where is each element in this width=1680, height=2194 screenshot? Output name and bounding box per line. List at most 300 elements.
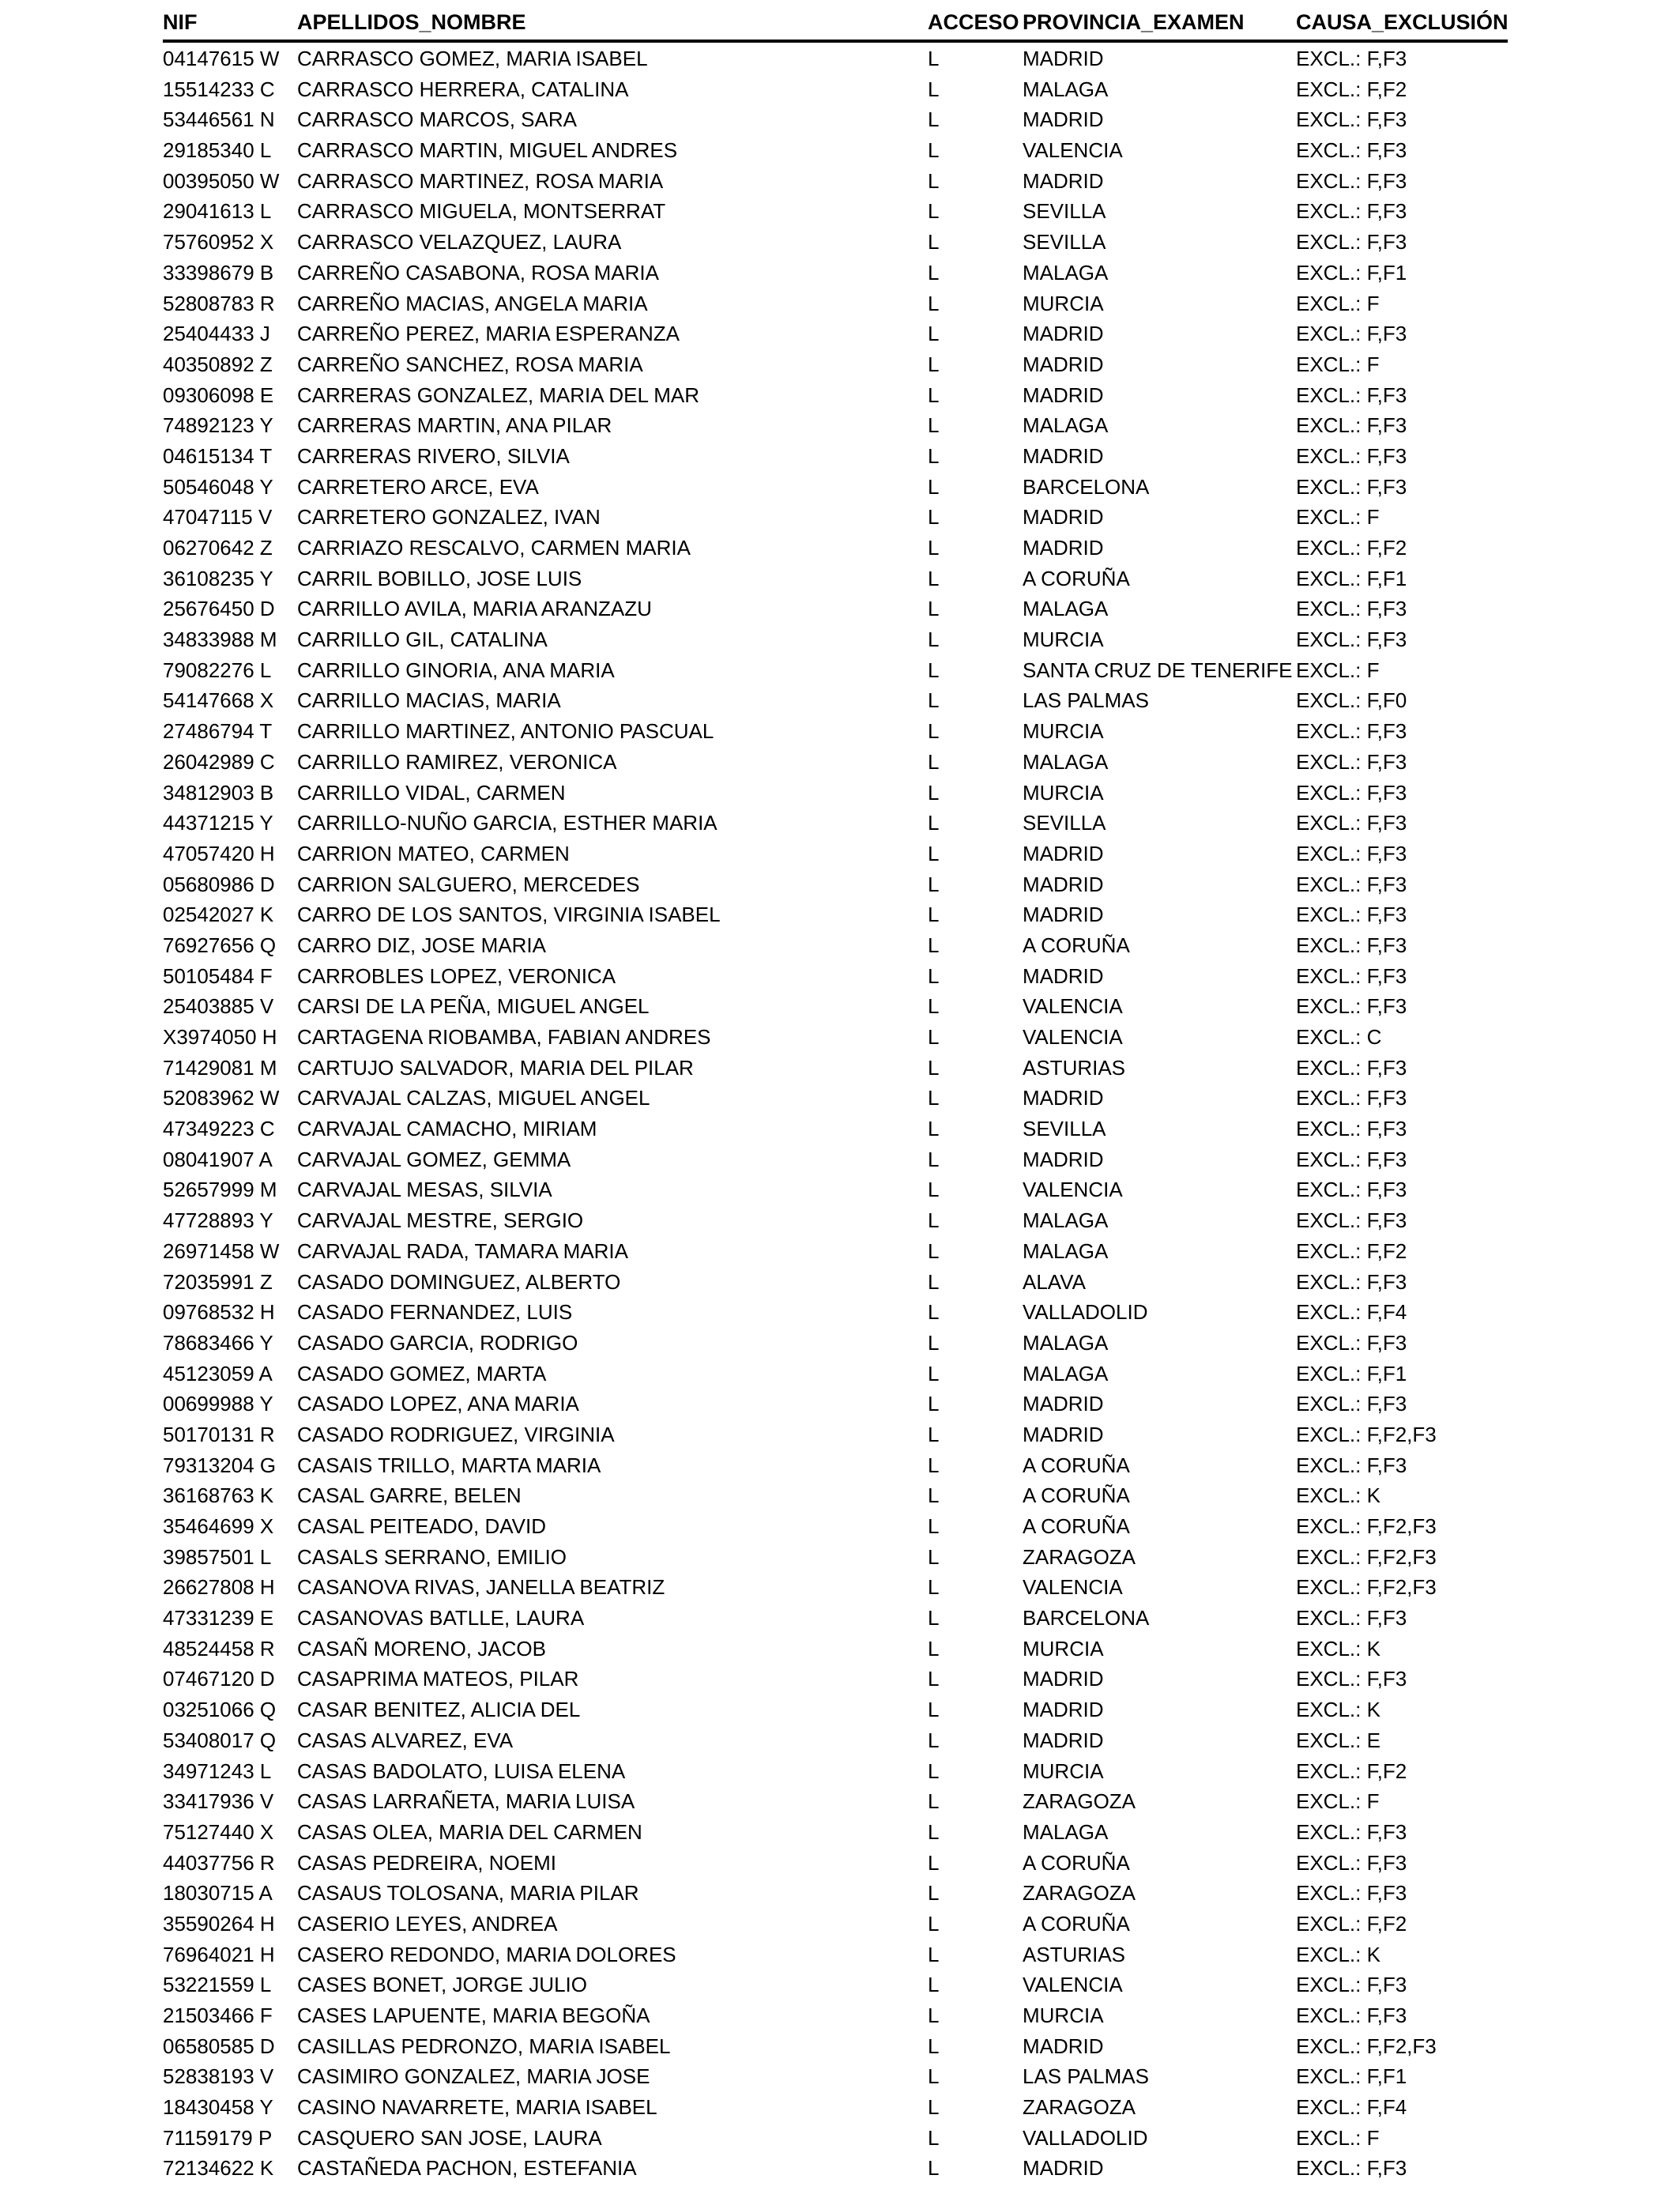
- row-provincia-examen: VALENCIA: [1023, 138, 1123, 163]
- row-acceso: L: [928, 2034, 940, 2058]
- table-row: [163, 319, 1508, 349]
- row-nif: X3974050 H: [163, 1025, 277, 1049]
- row-nif: 52808783 R: [163, 291, 275, 315]
- row-apellidos-nombre: CASERIO LEYES, ANDREA: [297, 1911, 558, 1936]
- row-causa-exclusion: EXCL.: F,F3: [1296, 933, 1407, 957]
- row-nif: 34833988 M: [163, 628, 277, 652]
- row-acceso: L: [928, 1086, 940, 1110]
- row-nif: 35464699 X: [163, 1514, 274, 1538]
- row-causa-exclusion: EXCL.: F,F1: [1296, 1361, 1407, 1385]
- row-causa-exclusion: EXCL.: F,F3: [1296, 1330, 1407, 1355]
- row-causa-exclusion: EXCL.: F,F3: [1296, 47, 1407, 70]
- table-row: [163, 502, 1508, 533]
- row-acceso: L: [928, 1178, 940, 1202]
- row-acceso: L: [928, 138, 940, 163]
- row-acceso: L: [928, 2095, 940, 2120]
- table-row: [163, 2092, 1508, 2123]
- row-provincia-examen: MADRID: [1023, 107, 1104, 132]
- row-acceso: L: [928, 1850, 940, 1875]
- row-causa-exclusion: EXCL.: F,F4: [1296, 1300, 1407, 1325]
- row-provincia-examen: MADRID: [1023, 322, 1104, 346]
- row-provincia-examen: MADRID: [1023, 383, 1104, 407]
- table-row: [163, 1480, 1508, 1511]
- row-provincia-examen: ZARAGOZA: [1023, 2095, 1136, 2120]
- row-apellidos-nombre: CASANOVA RIVAS, JANELLA BEATRIZ: [297, 1575, 665, 1600]
- row-provincia-examen: SEVILLA: [1023, 811, 1106, 835]
- row-acceso: L: [928, 1881, 940, 1906]
- row-acceso: L: [928, 291, 940, 315]
- row-causa-exclusion: EXCL.: K: [1296, 1483, 1381, 1508]
- row-causa-exclusion: EXCL.: F,F3: [1296, 1178, 1407, 1202]
- row-acceso: L: [928, 322, 940, 346]
- row-causa-exclusion: EXCL.: F,F3: [1296, 903, 1407, 927]
- row-nif: 09306098 E: [163, 383, 274, 407]
- row-apellidos-nombre: CARRILLO GINORIA, ANA MARIA: [297, 658, 615, 682]
- row-acceso: L: [928, 749, 940, 774]
- table-row: [163, 2000, 1508, 2031]
- row-causa-exclusion: EXCL.: F,F1: [1296, 2064, 1407, 2089]
- table-row: [163, 1542, 1508, 1573]
- row-causa-exclusion: EXCL.: F,F3: [1296, 2156, 1407, 2181]
- row-acceso: L: [928, 719, 940, 744]
- row-nif: 04147615 W: [163, 47, 280, 70]
- header-provincia-examen: PROVINCIA_EXAMEN: [1023, 10, 1245, 34]
- row-nif: 52657999 M: [163, 1178, 277, 1202]
- row-acceso: L: [928, 2125, 940, 2150]
- row-provincia-examen: MADRID: [1023, 1147, 1104, 1171]
- row-nif: 27486794 T: [163, 719, 273, 744]
- table-row: [163, 1786, 1508, 1817]
- row-provincia-examen: SEVILLA: [1023, 230, 1106, 254]
- row-nif: 53221559 L: [163, 1973, 272, 1997]
- table-row: [163, 1511, 1508, 1542]
- row-provincia-examen: MADRID: [1023, 352, 1104, 376]
- row-causa-exclusion: EXCL.: F,F3: [1296, 383, 1407, 407]
- row-apellidos-nombre: CARVAJAL RADA, TAMARA MARIA: [297, 1238, 628, 1263]
- row-apellidos-nombre: CASERO REDONDO, MARIA DOLORES: [297, 1942, 676, 1966]
- row-nif: 71429081 M: [163, 1055, 277, 1080]
- row-provincia-examen: A CORUÑA: [1023, 566, 1130, 590]
- row-apellidos-nombre: CARRILLO RAMIREZ, VERONICA: [297, 749, 617, 774]
- row-acceso: L: [928, 443, 940, 468]
- row-acceso: L: [928, 1942, 940, 1966]
- row-causa-exclusion: EXCL.: F,F3: [1296, 811, 1407, 835]
- row-acceso: L: [928, 1544, 940, 1569]
- table-row: [163, 2061, 1508, 2092]
- row-provincia-examen: ZARAGOZA: [1023, 1789, 1136, 1814]
- row-apellidos-nombre: CARRETERO ARCE, EVA: [297, 474, 539, 499]
- row-apellidos-nombre: CARRION SALGUERO, MERCEDES: [297, 872, 640, 896]
- row-apellidos-nombre: CARRILLO AVILA, MARIA ARANZAZU: [297, 597, 652, 621]
- table-row: [163, 441, 1508, 472]
- row-apellidos-nombre: CARRASCO GOMEZ, MARIA ISABEL: [297, 47, 648, 70]
- row-causa-exclusion: EXCL.: K: [1296, 1698, 1381, 1722]
- table-row: [163, 1572, 1508, 1603]
- row-nif: 44037756 R: [163, 1850, 275, 1875]
- row-nif: 79313204 G: [163, 1453, 277, 1477]
- row-nif: 74892123 Y: [163, 413, 273, 438]
- row-apellidos-nombre: CARREÑO PEREZ, MARIA ESPERANZA: [297, 322, 680, 346]
- row-provincia-examen: MADRID: [1023, 841, 1104, 865]
- row-causa-exclusion: EXCL.: F,F3: [1296, 230, 1407, 254]
- row-acceso: L: [928, 77, 940, 101]
- row-nif: 47047115 V: [163, 505, 273, 530]
- row-provincia-examen: MALAGA: [1023, 597, 1109, 621]
- row-acceso: L: [928, 1667, 940, 1691]
- table-row: [163, 288, 1508, 319]
- row-acceso: L: [928, 1789, 940, 1814]
- table-row: [163, 716, 1508, 747]
- row-apellidos-nombre: CASADO GARCIA, RODRIGO: [297, 1330, 578, 1355]
- row-apellidos-nombre: CARRASCO HERRERA, CATALINA: [297, 77, 629, 101]
- row-acceso: L: [928, 1300, 940, 1325]
- row-causa-exclusion: EXCL.: F: [1296, 658, 1380, 682]
- row-causa-exclusion: EXCL.: F,F3: [1296, 2004, 1407, 2027]
- row-apellidos-nombre: CASADO FERNANDEZ, LUIS: [297, 1300, 573, 1325]
- row-causa-exclusion: EXCL.: F,F3: [1296, 474, 1407, 499]
- row-nif: 40350892 Z: [163, 352, 273, 376]
- row-acceso: L: [928, 1819, 940, 1844]
- row-nif: 03251066 Q: [163, 1698, 277, 1722]
- row-acceso: L: [928, 1238, 940, 1263]
- row-nif: 36108235 Y: [163, 566, 273, 590]
- row-apellidos-nombre: CASADO DOMINGUEZ, ALBERTO: [297, 1269, 621, 1294]
- row-causa-exclusion: EXCL.: F,F3: [1296, 322, 1407, 346]
- row-apellidos-nombre: CASADO LOPEZ, ANA MARIA: [297, 1392, 579, 1416]
- table-row: [163, 2123, 1508, 2154]
- row-apellidos-nombre: CASAS OLEA, MARIA DEL CARMEN: [297, 1819, 642, 1844]
- row-acceso: L: [928, 1728, 940, 1752]
- row-provincia-examen: MADRID: [1023, 536, 1104, 560]
- row-apellidos-nombre: CASAR BENITEZ, ALICIA DEL: [297, 1698, 581, 1722]
- row-nif: 76964021 H: [163, 1942, 275, 1966]
- table-row: [163, 196, 1508, 227]
- row-nif: 26042989 C: [163, 749, 275, 774]
- table-row: [163, 1817, 1508, 1848]
- row-causa-exclusion: EXCL.: F: [1296, 505, 1380, 530]
- row-apellidos-nombre: CARTUJO SALVADOR, MARIA DEL PILAR: [297, 1055, 694, 1080]
- row-acceso: L: [928, 1911, 940, 1936]
- row-causa-exclusion: EXCL.: E: [1296, 1728, 1381, 1752]
- row-causa-exclusion: EXCL.: F,F2: [1296, 536, 1407, 560]
- row-provincia-examen: MADRID: [1023, 2156, 1104, 2181]
- row-nif: 08041907 A: [163, 1147, 273, 1171]
- row-provincia-examen: MALAGA: [1023, 260, 1109, 285]
- row-acceso: L: [928, 628, 940, 652]
- table-row: [163, 1848, 1508, 1879]
- row-nif: 07467120 D: [163, 1667, 275, 1691]
- row-acceso: L: [928, 872, 940, 896]
- row-nif: 50170131 R: [163, 1422, 275, 1446]
- row-apellidos-nombre: CASQUERO SAN JOSE, LAURA: [297, 2125, 602, 2150]
- row-apellidos-nombre: CARSI DE LA PEÑA, MIGUEL ANGEL: [297, 994, 650, 1019]
- table-row: [163, 1756, 1508, 1787]
- row-causa-exclusion: EXCL.: F,F3: [1296, 628, 1407, 652]
- row-causa-exclusion: EXCL.: F,F3: [1296, 1850, 1407, 1875]
- row-nif: 35590264 H: [163, 1911, 275, 1936]
- row-causa-exclusion: EXCL.: F,F3: [1296, 443, 1407, 468]
- row-nif: 02542027 K: [163, 903, 274, 927]
- table-row: [163, 747, 1508, 778]
- row-acceso: L: [928, 1973, 940, 1997]
- row-apellidos-nombre: CARTAGENA RIOBAMBA, FABIAN ANDRES: [297, 1025, 711, 1049]
- row-apellidos-nombre: CARRIAZO RESCALVO, CARMEN MARIA: [297, 536, 691, 560]
- row-provincia-examen: MURCIA: [1023, 1759, 1104, 1783]
- table-row: [163, 1022, 1508, 1053]
- row-nif: 26627808 H: [163, 1575, 275, 1600]
- row-apellidos-nombre: CARVAJAL GOMEZ, GEMMA: [297, 1147, 571, 1171]
- row-apellidos-nombre: CARREÑO MACIAS, ANGELA MARIA: [297, 291, 648, 315]
- row-apellidos-nombre: CASAIS TRILLO, MARTA MARIA: [297, 1453, 601, 1477]
- row-acceso: L: [928, 168, 940, 193]
- row-provincia-examen: ASTURIAS: [1023, 1055, 1126, 1080]
- table-row: [163, 839, 1508, 869]
- row-apellidos-nombre: CASTAÑEDA PACHON, ESTEFANIA: [297, 2156, 637, 2181]
- row-provincia-examen: VALLADOLID: [1023, 1300, 1148, 1325]
- row-acceso: L: [928, 230, 940, 254]
- row-acceso: L: [928, 2064, 940, 2089]
- header-acceso: ACCESO: [928, 10, 1019, 34]
- table-row: [163, 410, 1508, 441]
- table-row: [163, 1328, 1508, 1359]
- row-nif: 47057420 H: [163, 841, 275, 865]
- row-acceso: L: [928, 2156, 940, 2181]
- row-causa-exclusion: EXCL.: F,F1: [1296, 260, 1407, 285]
- row-apellidos-nombre: CARRILLO GIL, CATALINA: [297, 628, 548, 652]
- row-nif: 33417936 V: [163, 1789, 274, 1814]
- row-provincia-examen: VALENCIA: [1023, 1178, 1123, 1202]
- table-row: [163, 258, 1508, 288]
- table-row: [163, 1205, 1508, 1236]
- row-causa-exclusion: EXCL.: F,F3: [1296, 719, 1407, 744]
- table-row: [163, 899, 1508, 930]
- row-causa-exclusion: EXCL.: F,F3: [1296, 1269, 1407, 1294]
- row-nif: 18430458 Y: [163, 2095, 273, 2120]
- row-apellidos-nombre: CARVAJAL MESTRE, SERGIO: [297, 1208, 584, 1233]
- table-row: [163, 1970, 1508, 2000]
- table-row: [163, 624, 1508, 655]
- table-row: [163, 1389, 1508, 1419]
- row-acceso: L: [928, 47, 940, 70]
- row-causa-exclusion: EXCL.: F,F3: [1296, 1881, 1407, 1906]
- row-causa-exclusion: EXCL.: F,F3: [1296, 1208, 1407, 1233]
- row-acceso: L: [928, 474, 940, 499]
- row-apellidos-nombre: CARRERAS RIVERO, SILVIA: [297, 443, 570, 468]
- row-nif: 05680986 D: [163, 872, 275, 896]
- row-nif: 72035991 Z: [163, 1269, 273, 1294]
- row-provincia-examen: BARCELONA: [1023, 1606, 1150, 1630]
- row-acceso: L: [928, 994, 940, 1019]
- row-causa-exclusion: EXCL.: F,F3: [1296, 749, 1407, 774]
- row-acceso: L: [928, 199, 940, 224]
- row-provincia-examen: SEVILLA: [1023, 1117, 1106, 1141]
- row-nif: 26971458 W: [163, 1238, 280, 1263]
- row-apellidos-nombre: CASAS PEDREIRA, NOEMI: [297, 1850, 556, 1875]
- row-provincia-examen: MALAGA: [1023, 413, 1109, 438]
- row-causa-exclusion: EXCL.: F,F3: [1296, 597, 1407, 621]
- row-provincia-examen: A CORUÑA: [1023, 1453, 1130, 1477]
- table-row: [163, 104, 1508, 135]
- row-causa-exclusion: EXCL.: K: [1296, 1942, 1381, 1966]
- row-provincia-examen: MADRID: [1023, 168, 1104, 193]
- row-causa-exclusion: EXCL.: F,F3: [1296, 1086, 1407, 1110]
- row-apellidos-nombre: CASAL GARRE, BELEN: [297, 1483, 522, 1508]
- row-provincia-examen: BARCELONA: [1023, 474, 1150, 499]
- row-nif: 79082276 L: [163, 658, 272, 682]
- table-row: [163, 227, 1508, 258]
- row-provincia-examen: MADRID: [1023, 443, 1104, 468]
- row-acceso: L: [928, 1514, 940, 1538]
- row-causa-exclusion: EXCL.: F,F3: [1296, 1819, 1407, 1844]
- row-provincia-examen: MADRID: [1023, 1728, 1104, 1752]
- header-divider: [163, 40, 1508, 43]
- header-causa-exclusion: CAUSA_EXCLUSIÓN: [1296, 10, 1509, 34]
- row-provincia-examen: MALAGA: [1023, 1361, 1109, 1385]
- table-row: [163, 930, 1508, 961]
- row-nif: 33398679 B: [163, 260, 274, 285]
- row-causa-exclusion: EXCL.: F,F2: [1296, 77, 1407, 101]
- row-nif: 53446561 N: [163, 107, 275, 132]
- row-provincia-examen: MURCIA: [1023, 1636, 1104, 1661]
- row-provincia-examen: MALAGA: [1023, 1208, 1109, 1233]
- row-nif: 21503466 F: [163, 2004, 273, 2027]
- row-apellidos-nombre: CARRERAS GONZALEZ, MARIA DEL MAR: [297, 383, 700, 407]
- table-row: [163, 1236, 1508, 1267]
- table-row: [163, 991, 1508, 1022]
- row-provincia-examen: MADRID: [1023, 872, 1104, 896]
- row-apellidos-nombre: CASILLAS PEDRONZO, MARIA ISABEL: [297, 2034, 671, 2058]
- row-apellidos-nombre: CARVAJAL MESAS, SILVIA: [297, 1178, 552, 1202]
- table-header: [163, 6, 1508, 38]
- row-nif: 54147668 X: [163, 688, 274, 713]
- table-row: [163, 1450, 1508, 1481]
- row-provincia-examen: MALAGA: [1023, 749, 1109, 774]
- table-row: [163, 1174, 1508, 1205]
- row-provincia-examen: MADRID: [1023, 903, 1104, 927]
- row-acceso: L: [928, 841, 940, 865]
- row-nif: 36168763 K: [163, 1483, 274, 1508]
- row-provincia-examen: A CORUÑA: [1023, 1514, 1130, 1538]
- table-row: [163, 1878, 1508, 1909]
- row-acceso: L: [928, 1575, 940, 1600]
- row-provincia-examen: MADRID: [1023, 2034, 1104, 2058]
- row-apellidos-nombre: CASIMIRO GONZALEZ, MARIA JOSE: [297, 2064, 650, 2089]
- row-causa-exclusion: EXCL.: F,F3: [1296, 1392, 1407, 1416]
- row-nif: 47728893 Y: [163, 1208, 273, 1233]
- row-apellidos-nombre: CARRILLO-NUÑO GARCIA, ESTHER MARIA: [297, 811, 718, 835]
- row-causa-exclusion: EXCL.: F,F2: [1296, 1759, 1407, 1783]
- table-row: [163, 349, 1508, 380]
- table-row: [163, 1940, 1508, 1970]
- row-causa-exclusion: EXCL.: F,F4: [1296, 2095, 1407, 2120]
- table-row: [163, 655, 1508, 686]
- row-nif: 04615134 T: [163, 443, 273, 468]
- table-row: [163, 1419, 1508, 1450]
- row-nif: 52838193 V: [163, 2064, 274, 2089]
- row-causa-exclusion: EXCL.: F,F2,F3: [1296, 1514, 1437, 1538]
- row-nif: 25676450 D: [163, 597, 275, 621]
- row-nif: 34971243 L: [163, 1759, 272, 1783]
- row-apellidos-nombre: CARRILLO MARTINEZ, ANTONIO PASCUAL: [297, 719, 714, 744]
- row-nif: 44371215 Y: [163, 811, 273, 835]
- row-nif: 00699988 Y: [163, 1392, 273, 1416]
- row-causa-exclusion: EXCL.: F,F2: [1296, 1238, 1407, 1263]
- row-provincia-examen: A CORUÑA: [1023, 1850, 1130, 1875]
- row-nif: 09768532 H: [163, 1300, 275, 1325]
- row-causa-exclusion: EXCL.: F,F3: [1296, 963, 1407, 988]
- row-acceso: L: [928, 1636, 940, 1661]
- row-nif: 78683466 Y: [163, 1330, 273, 1355]
- table-row: [163, 135, 1508, 166]
- row-provincia-examen: MURCIA: [1023, 628, 1104, 652]
- table-row: [163, 869, 1508, 900]
- row-acceso: L: [928, 1483, 940, 1508]
- row-acceso: L: [928, 1330, 940, 1355]
- row-apellidos-nombre: CARRIL BOBILLO, JOSE LUIS: [297, 566, 582, 590]
- row-nif: 75760952 X: [163, 230, 274, 254]
- row-acceso: L: [928, 811, 940, 835]
- row-acceso: L: [928, 413, 940, 438]
- row-causa-exclusion: EXCL.: K: [1296, 1636, 1381, 1661]
- row-provincia-examen: MALAGA: [1023, 1238, 1109, 1263]
- row-apellidos-nombre: CARRETERO GONZALEZ, IVAN: [297, 505, 601, 530]
- row-acceso: L: [928, 1453, 940, 1477]
- row-acceso: L: [928, 505, 940, 530]
- table-row: [163, 43, 1508, 74]
- row-acceso: L: [928, 1117, 940, 1141]
- table-row: [163, 74, 1508, 105]
- row-acceso: L: [928, 688, 940, 713]
- row-apellidos-nombre: CARRASCO MARTIN, MIGUEL ANDRES: [297, 138, 678, 163]
- row-apellidos-nombre: CARVAJAL CAMACHO, MIRIAM: [297, 1117, 597, 1141]
- row-nif: 52083962 W: [163, 1086, 280, 1110]
- row-provincia-examen: MADRID: [1023, 505, 1104, 530]
- row-nif: 39857501 L: [163, 1544, 272, 1569]
- row-causa-exclusion: EXCL.: F,F3: [1296, 1117, 1407, 1141]
- row-nif: 53408017 Q: [163, 1728, 277, 1752]
- table-row: [163, 808, 1508, 839]
- row-provincia-examen: MURCIA: [1023, 291, 1104, 315]
- row-nif: 48524458 R: [163, 1636, 275, 1661]
- table-row: [163, 1603, 1508, 1634]
- row-causa-exclusion: EXCL.: F,F3: [1296, 1147, 1407, 1171]
- row-acceso: L: [928, 780, 940, 805]
- row-provincia-examen: ASTURIAS: [1023, 1942, 1126, 1966]
- row-nif: 72134622 K: [163, 2156, 274, 2181]
- row-acceso: L: [928, 383, 940, 407]
- row-causa-exclusion: EXCL.: F,F2,F3: [1296, 1422, 1437, 1446]
- row-causa-exclusion: EXCL.: F,F3: [1296, 413, 1407, 438]
- row-nif: 25403885 V: [163, 994, 274, 1019]
- row-apellidos-nombre: CARVAJAL CALZAS, MIGUEL ANGEL: [297, 1086, 650, 1110]
- row-apellidos-nombre: CARRILLO VIDAL, CARMEN: [297, 780, 566, 805]
- row-acceso: L: [928, 597, 940, 621]
- row-provincia-examen: ALAVA: [1023, 1269, 1086, 1294]
- row-provincia-examen: LAS PALMAS: [1023, 2064, 1149, 2089]
- row-causa-exclusion: EXCL.: F,F0: [1296, 688, 1407, 713]
- row-acceso: L: [928, 1055, 940, 1080]
- table-row: [163, 533, 1508, 564]
- table-row: [163, 564, 1508, 594]
- row-provincia-examen: MADRID: [1023, 1392, 1104, 1416]
- row-nif: 18030715 A: [163, 1881, 273, 1906]
- header-nif: NIF: [163, 10, 198, 34]
- table-row: [163, 1909, 1508, 1940]
- table-row: [163, 166, 1508, 197]
- row-provincia-examen: ZARAGOZA: [1023, 1881, 1136, 1906]
- row-apellidos-nombre: CARRASCO MARTINEZ, ROSA MARIA: [297, 168, 664, 193]
- row-apellidos-nombre: CASALS SERRANO, EMILIO: [297, 1544, 567, 1569]
